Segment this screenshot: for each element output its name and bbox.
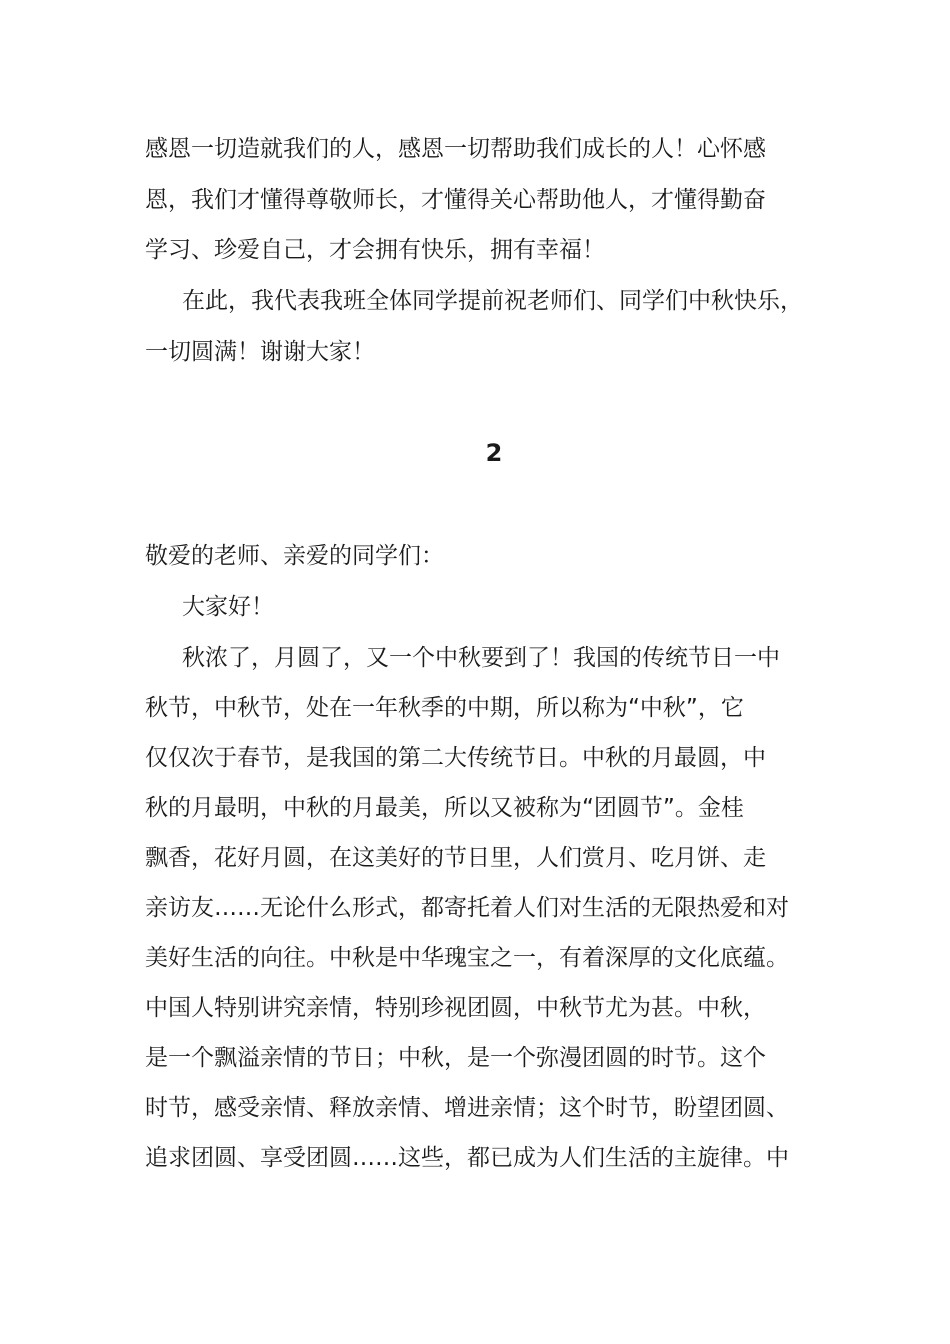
paragraph-line: 时节，感受亲情、释放亲情、增进亲情；这个时节，盼望团圆、 (145, 1095, 789, 1121)
paragraph-line: 感恩一切造就我们的人，感恩一切帮助我们成长的人！心怀感 (145, 136, 766, 162)
paragraph-line: 美好生活的向往。中秋是中华瑰宝之一，有着深厚的文化底蕴。 (145, 945, 789, 971)
paragraph-line: 学习、珍爱自己，才会拥有快乐，拥有幸福！ (145, 237, 605, 263)
paragraph-line: 恩，我们才懂得尊敬师长，才懂得关心帮助他人，才懂得勤奋 (145, 187, 766, 213)
greeting: 大家好！ (182, 594, 274, 620)
paragraph-line: 秋浓了，月圆了，又一个中秋要到了！我国的传统节日一中 (182, 645, 780, 671)
paragraph-line: 秋节，中秋节，处在一年秋季的中期，所以称为“中秋”，它 (145, 695, 744, 721)
paragraph-line: 飘香，花好月圆，在这美好的节日里，人们赏月、吃月饼、走 (145, 845, 766, 871)
salutation: 敬爱的老师、亲爱的同学们： (145, 543, 444, 569)
paragraph-line: 秋的月最明，中秋的月最美，所以又被称为“团圆节”。金桂 (145, 795, 744, 821)
paragraph-line: 一切圆满！谢谢大家！ (145, 339, 375, 365)
paragraph-line: 中国人特别讲究亲情，特别珍视团圆，中秋节尤为甚。中秋， (145, 995, 766, 1021)
paragraph-line: 亲访友……无论什么形式，都寄托着人们对生活的无限热爱和对 (145, 895, 789, 921)
paragraph-line: 是一个飘溢亲情的节日；中秋，是一个弥漫团圆的时节。这个 (145, 1045, 766, 1071)
paragraph-line: 追求团圆、享受团圆……这些，都已成为人们生活的主旋律。中 (145, 1145, 789, 1171)
section-number: 2 (485, 439, 503, 467)
paragraph-line: 在此，我代表我班全体同学提前祝老师们、同学们中秋快乐， (182, 288, 803, 314)
paragraph-line: 仅仅次于春节，是我国的第二大传统节日。中秋的月最圆，中 (145, 745, 766, 771)
